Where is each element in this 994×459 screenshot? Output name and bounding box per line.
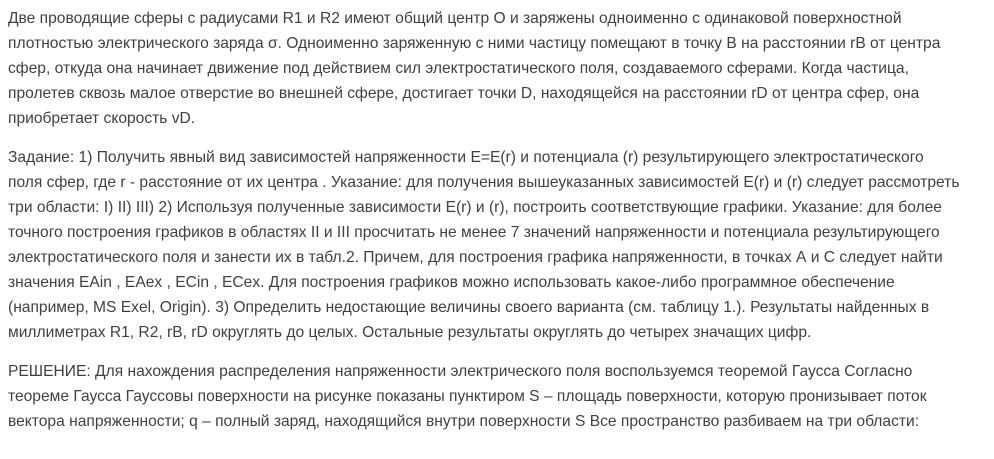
text-line: плотностью электрического заряда σ. Одноименно заряженную с ними частицу помещают в точку В на расстоянии rB от центра xyxy=(8,35,941,52)
paragraph-spacer xyxy=(8,131,994,145)
text-line: значения EAin , EAex , ECin , ECex. Для построения графиков можно использовать какое-либо программное обеспечение xyxy=(8,274,895,291)
text-line: (например, MS Exel, Origin). 3) Определить недостающие величины своего варианта (см. таблицу 1.). Результаты найденных в xyxy=(8,299,930,316)
text-line: сфер, откуда она начинает движение под действием сил электростатического поля, создаваемого сферами. Когда частица, xyxy=(8,60,909,77)
text-line: Задание: 1) Получить явный вид зависимостей напряженности E=E(r) и потенциала (r) результирующего электростатического xyxy=(8,149,924,166)
text-line: электростатического поля и занести их в табл.2. Причем, для построения графика напряженности, в точках А и С следует найти xyxy=(8,249,943,266)
text-line: миллиметрах R1, R2, rB, rD округлять до целых. Остальные результаты округлять до четырех значащих цифр. xyxy=(8,324,812,341)
text-line: три области: I) II) III) 2) Используя полученные зависимости E(r) и (r), построить соответствующие графики. Указание: для более xyxy=(8,199,942,216)
solution-paragraph xyxy=(8,359,994,434)
text-line: точного построения графиков в областях II и III просчитать не менее 7 значений напряженности и потенциала результирующего xyxy=(8,224,940,241)
text-line: приобретает скорость vD. xyxy=(8,110,196,127)
text-line: вектора напряженности; q – полный заряд, находящийся внутри поверхности S Все пространство разбиваем на три области: xyxy=(8,413,920,430)
text-line: РЕШЕНИЕ: Для нахождения распределения напряженности электрического поля воспользуемся теоремой Гаусса Согласно xyxy=(8,363,913,380)
problem-statement-paragraph xyxy=(8,6,994,131)
text-line: поля сфер, где r - расстояние от их центра . Указание: для получения вышеуказанных зависимостей E(r) и (r) следует рассмотреть xyxy=(8,174,960,191)
text-line: пролетев сквозь малое отверстие во внешней сфере, достигает точки D, находящейся на расстоянии rD от центра сфер, она xyxy=(8,85,920,102)
text-line: Две проводящие сферы с радиусами R1 и R2 имеют общий центр О и заряжены одноименно с одинаковой поверхностной xyxy=(8,10,902,27)
text-line: теореме Гаусса Гауссовы поверхности на рисунке показаны пунктиром S – площадь поверхности, которую пронизывает поток xyxy=(8,388,927,405)
task-paragraph xyxy=(8,145,994,345)
paragraph-spacer xyxy=(8,345,994,359)
document-body xyxy=(8,6,994,434)
